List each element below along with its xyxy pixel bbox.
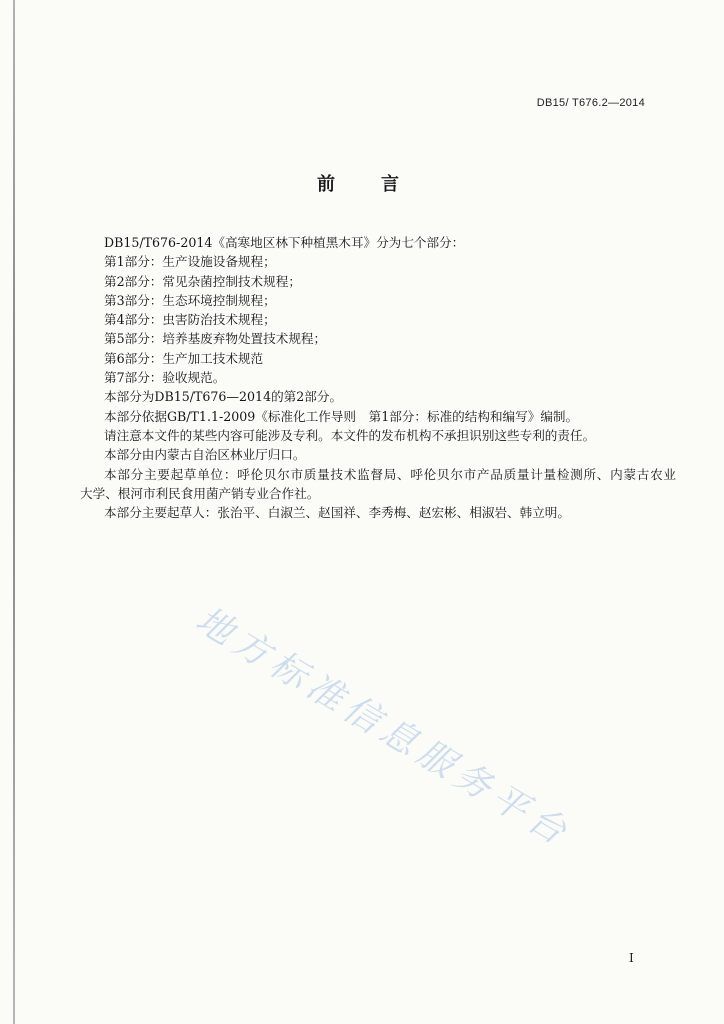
platform-watermark: 地方标准信息服务平台 [188, 599, 579, 856]
scan-gutter-line [13, 0, 15, 1024]
part-list-item: 第5部分：培养基废弃物处置技术规程； [104, 331, 327, 347]
responsible-authority: 本部分由内蒙古自治区林业厅归口。 [104, 447, 306, 463]
part-statement: 本部分为DB15/T676—2014的第2部分。 [104, 389, 343, 405]
preface-body [80, 233, 676, 522]
part-list-item: 第4部分：虫害防治技术规程； [104, 312, 276, 328]
drafters-line: 本部分主要起草人：张治平、白淑兰、赵国祥、李秀梅、赵宏彬、相淑岩、韩立明。 [104, 505, 570, 521]
preface-intro-line: DB15/T676-2014《高寒地区林下种植黑木耳》分为七个部分： [104, 235, 465, 250]
drafting-units-line: 本部分主要起草单位：呼伦贝尔市质量技术监督局、呼伦贝尔市产品质量计量检测所、内蒙古农业 [104, 466, 676, 482]
page-title: 前 言 [317, 174, 413, 195]
patent-notice: 请注意本文件的某些内容可能涉及专利。本文件的发布机构不承担识别这些专利的责任。 [104, 427, 596, 443]
part-list-item: 第2部分：常见杂菌控制技术规程； [104, 273, 301, 289]
drafting-basis: 本部分依据GB/T1.1-2009《标准化工作导则 第1部分：标准的结构和编写》编制。 [104, 408, 579, 424]
document-code: DB15/ T676.2—2014 [536, 97, 645, 109]
part-list-item: 第1部分：生产设施设备规程； [104, 254, 276, 270]
part-list-item: 第3部分：生态环境控制规程； [104, 292, 276, 308]
part-list-item: 第7部分：验收规范。 [104, 370, 226, 386]
part-list-item: 第6部分：生产加工技术规范 [104, 350, 264, 366]
drafting-units-continuation: 大学、根河市利民食用菌产销专业合作社。 [80, 485, 320, 501]
page-number: I [629, 951, 634, 965]
